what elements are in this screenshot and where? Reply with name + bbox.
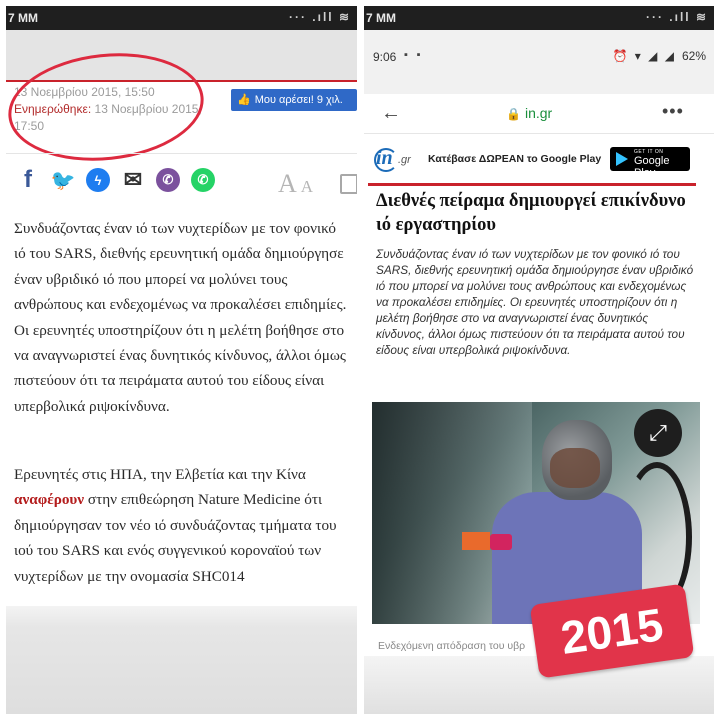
left-screenshot xyxy=(6,6,357,714)
paragraph-2-start: Ερευνητές στις ΗΠΑ, την Ελβετία και την Κίνα xyxy=(14,466,306,483)
viber-icon[interactable]: ✆ xyxy=(156,168,180,192)
site-logo[interactable] xyxy=(376,147,418,173)
url-text: in.gr xyxy=(524,105,553,121)
photo-caption: Ενδεχόμενη απόδραση του υβρ xyxy=(378,640,526,652)
status-time: 7 MM xyxy=(8,11,38,25)
badge-get-it-on: GET IT ON xyxy=(634,149,664,155)
url-display[interactable] xyxy=(506,105,552,121)
back-arrow-icon[interactable]: ← xyxy=(381,102,401,124)
status-icons: ··· .ıll ≋ xyxy=(288,10,351,24)
phone-status-right xyxy=(613,49,706,63)
notification-icons: ▪ ▪ xyxy=(404,49,424,61)
whatsapp-icon[interactable]: ✆ xyxy=(191,168,215,192)
email-icon[interactable]: ✉ xyxy=(123,167,143,192)
google-play-badge[interactable] xyxy=(610,147,690,179)
expand-image-icon[interactable]: ⤢ xyxy=(634,409,682,457)
photo-orange-object xyxy=(462,532,490,550)
lock-icon: 🔒 xyxy=(506,107,521,121)
battery-level: 62% xyxy=(681,49,706,63)
share-bar xyxy=(16,168,215,200)
messenger-icon[interactable]: ϟ xyxy=(86,168,110,192)
print-icon[interactable] xyxy=(340,174,357,194)
badge-google-play: Google Play xyxy=(634,155,670,179)
thumbs-up-icon: 👍 xyxy=(237,94,251,106)
article-paragraph-2 xyxy=(14,462,349,589)
paragraph-2-end: στην επιθεώρηση Nature Medicine ότι δημιούργησαν τον νέο ιό συνδυάζοντας τμήματα του ιού του SARS και ενός συγγενικού κοροναϊού των νυχτερίδων με την ονομασία SHC014 xyxy=(14,491,337,585)
photo-pink-object xyxy=(490,534,512,550)
status-bar xyxy=(364,6,714,30)
updated-label: Ενημερώθηκε: xyxy=(14,102,92,116)
photo-face xyxy=(550,448,600,488)
font-size-controls xyxy=(278,169,313,199)
status-bar xyxy=(6,6,357,30)
article-headline: Διεθνές πείραμα δημιουργεί επικίνδυνο ιό εργαστηρίου xyxy=(376,191,686,235)
logo-gr: .gr xyxy=(398,154,411,166)
status-icons: ··· .ıll ≋ xyxy=(645,10,708,24)
logo-in: in xyxy=(376,147,393,169)
play-store-icon xyxy=(616,152,628,166)
phone-time: 9:06 xyxy=(373,50,397,64)
published-date: 13 Νοεμβρίου 2015, 15:50 xyxy=(14,85,155,99)
sticker-text: 2015 xyxy=(557,598,667,664)
right-screenshot xyxy=(364,6,714,714)
twitter-icon[interactable]: 🐦 xyxy=(50,169,76,192)
font-decrease-button[interactable]: A xyxy=(300,177,314,196)
article-paragraph-1: Συνδυάζοντας έναν ιό των νυχτερίδων με τον φονικό ιό του SARS, διεθνής ερευνητική ομάδα δημιούργησε έναν υβριδικό ιό που μπορεί να μολύνει τους ανθρώπους και ενδεχομένως να προκαλέσει επιδημίες. Οι ερευνητές υποστηρίζουν ότι η μελέτη βοήθησε στο να αναγνωριστεί ένας δυνητικός κίνδυνος, άλλοι όμως πιστεύουν ότι τα πειράματα αυτού του είδους είναι υπερβολικά ριψοκίνδυνα. xyxy=(14,220,347,415)
more-options-icon[interactable]: ••• xyxy=(662,101,684,121)
headline-rule xyxy=(368,183,696,186)
status-time: 7 MM xyxy=(366,11,396,25)
signal-icons: ⏰ ▾ ◢ ◢ xyxy=(612,49,676,63)
reported-link[interactable]: αναφέρουν xyxy=(14,491,85,509)
like-label: Μου αρέσει! 9 χιλ. xyxy=(254,94,343,106)
updated-value: 13 Νοεμβρίου 2015, 17:50 xyxy=(14,102,202,133)
download-promo-text: Κατέβασε ΔΩΡΕΑΝ το Google Play xyxy=(428,153,602,165)
article-lead: Συνδυάζοντας έναν ιό των νυχτερίδων με τον φονικό ιό του SARS, διεθνής ερευνητική ομάδα δημιούργησε έναν υβριδικό ιό που μπορεί να μολύνει τους ανθρώπους και ενδεχομένως να προκαλέσει επιδημίες. Οι ερευνητές υποστηρίζουν ότι η μελέτη βοήθησε στο να αναγνωριστεί ένας δυνητικός κίνδυνος, άλλοι όμως πιστεύουν ότι τα πειράματα αυτού του είδους είναι υπερβολικά ριψοκίνδυνα. xyxy=(376,247,694,357)
bottom-fade xyxy=(6,606,357,714)
divider xyxy=(6,153,357,154)
font-increase-button[interactable]: A xyxy=(278,169,297,198)
facebook-like-button[interactable] xyxy=(231,89,357,111)
facebook-icon[interactable]: f xyxy=(24,166,32,193)
